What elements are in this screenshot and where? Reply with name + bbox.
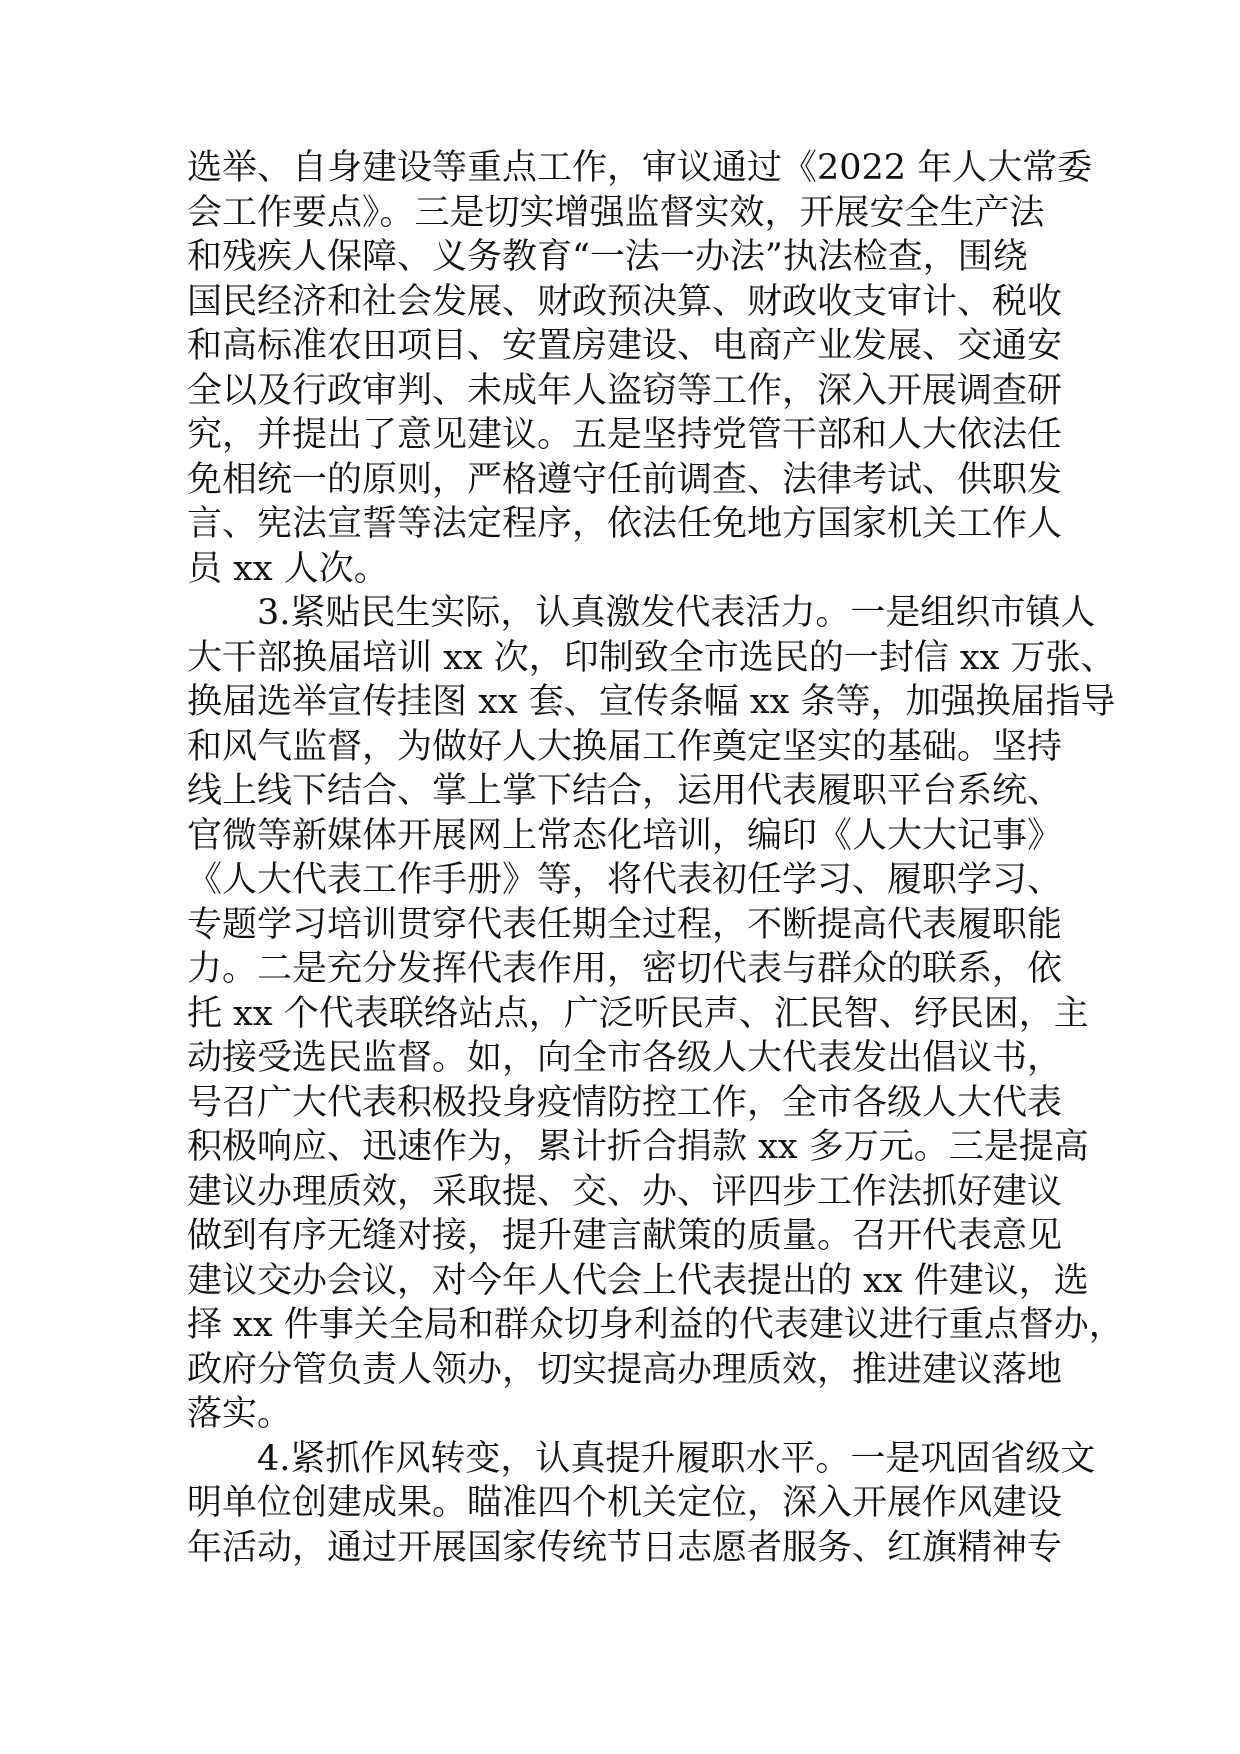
text-line: 官微等新媒体开展网上常态化培训，编印《人大大记事》 <box>187 815 1063 856</box>
text-line: 会工作要点》。三是切实增强监督实效，开展安全生产法 <box>187 192 1045 233</box>
paragraph-first-line: 4.紧抓作风转变，认真提升履职水平。一是巩固省级文 <box>257 1438 1096 1479</box>
text-line: 全以及行政审判、未成年人盗窃等工作，深入开展调查研 <box>187 370 1063 411</box>
text-line: 政府分管负责人领办，切实提高办理质效，推进建议落地 <box>187 1349 1063 1390</box>
text-line: 和残疾人保障、义务教育“一法一办法”执法检查，围绕 <box>187 237 1028 277</box>
text-line: 选举、自身建设等重点工作，审议通过《2022 年人大常委 <box>187 148 1093 188</box>
text-line: 专题学习培训贯穿代表任期全过程，不断提高代表履职能 <box>187 904 1063 945</box>
text-line: 建议交办会议，对今年人代会上代表提出的 xx 件建议，选 <box>187 1260 1089 1301</box>
text-line: 免相统一的原则，严格遵守任前调查、法律考试、供职发 <box>187 459 1063 500</box>
text-line: 大干部换届培训 xx 次，印制致全市选民的一封信 xx 万张、 <box>187 637 1116 678</box>
text-line: 线上线下结合、掌上掌下结合，运用代表履职平台系统、 <box>187 771 1063 811</box>
body-text <box>187 146 1124 1570</box>
text-line: 做到有序无缝对接，提升建言献策的质量。召开代表意见 <box>187 1216 1063 1256</box>
text-line: 换届选举宣传挂图 xx 套、宣传条幅 xx 条等，加强换届指导 <box>187 682 1116 722</box>
text-line: 究，并提出了意见建议。五是坚持党管干部和人大依法任 <box>187 415 1063 455</box>
text-line: 言、宪法宣誓等法定程序，依法任免地方国家机关工作人 <box>187 504 1063 544</box>
text-line: 号召广大代表积极投身疫情防控工作，全市各级人大代表 <box>187 1082 1063 1123</box>
text-line: 托 xx 个代表联络站点，广泛听民声、汇民智、纾民困，主 <box>187 993 1089 1034</box>
text-line: 和高标准农田项目、安置房建设、电商产业发展、交通安 <box>187 326 1063 366</box>
text-line: 和风气监督，为做好人大换届工作奠定坚实的基础。坚持 <box>187 726 1063 767</box>
text-line: 力。二是充分发挥代表作用，密切代表与群众的联系，依 <box>187 949 1063 989</box>
text-line: 建议办理质效，采取提、交、办、评四步工作法抓好建议 <box>187 1171 1063 1212</box>
text-line: 国民经济和社会发展、财政预决算、财政收支审计、税收 <box>187 281 1063 322</box>
text-line: 落实。 <box>187 1394 293 1434</box>
paragraph-first-line: 3.紧贴民生实际，认真激发代表活力。一是组织市镇人 <box>257 593 1096 633</box>
text-line: 择 xx 件事关全局和群众切身利益的代表建议进行重点督办， <box>187 1305 1124 1345</box>
text-line: 积极响应、迅速作为，累计折合捐款 xx 多万元。三是提高 <box>187 1127 1089 1167</box>
text-line: 明单位创建成果。瞄准四个机关定位，深入开展作风建设 <box>187 1483 1063 1523</box>
text-line: 动接受选民监督。如，向全市各级人大代表发出倡议书， <box>187 1038 1063 1078</box>
text-line: 年活动，通过开展国家传统节日志愿者服务、红旗精神专 <box>187 1527 1063 1568</box>
text-line: 《人大代表工作手册》等，将代表初任学习、履职学习、 <box>187 860 1063 900</box>
text-line: 员 xx 人次。 <box>187 548 389 589</box>
